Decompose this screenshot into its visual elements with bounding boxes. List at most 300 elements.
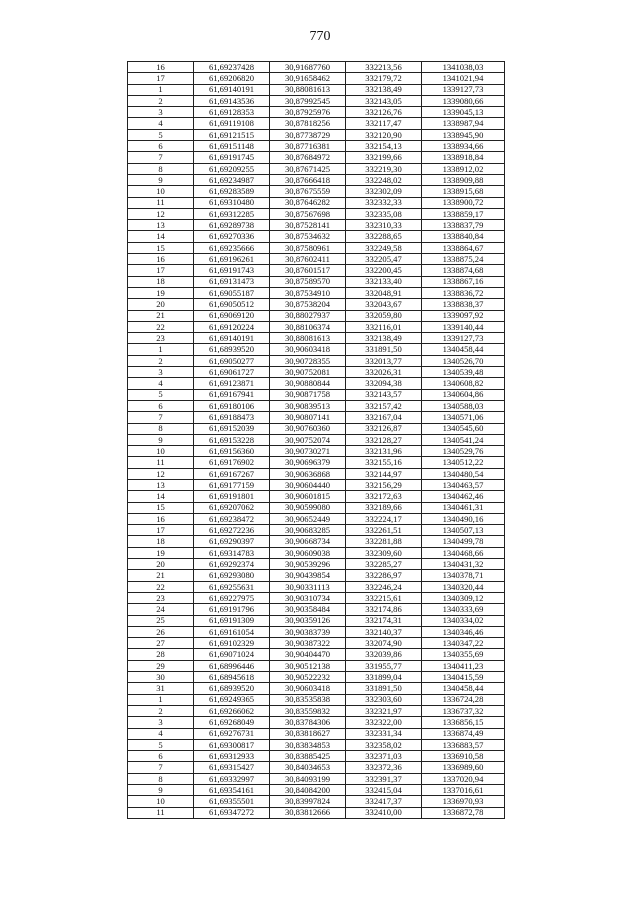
x-coordinate-cell: 332332,33: [346, 197, 422, 208]
latitude-cell: 61,69300817: [194, 739, 270, 750]
y-coordinate-cell: 1340355,69: [422, 649, 505, 660]
latitude-cell: 61,69120224: [194, 321, 270, 332]
y-coordinate-cell: 1340608,82: [422, 378, 505, 389]
x-coordinate-cell: 332321,97: [346, 705, 422, 716]
table-row: [128, 344, 505, 355]
table-row: [128, 231, 505, 242]
latitude-cell: 61,69119108: [194, 118, 270, 129]
point-number-cell: 11: [128, 807, 194, 818]
longitude-cell: 30,88027937: [270, 310, 346, 321]
y-coordinate-cell: 1338874,68: [422, 265, 505, 276]
table-row: [128, 321, 505, 332]
latitude-cell: 61,69290397: [194, 536, 270, 547]
table-row: [128, 423, 505, 434]
longitude-cell: 30,83812666: [270, 807, 346, 818]
point-number-cell: 9: [128, 434, 194, 445]
point-number-cell: 19: [128, 547, 194, 558]
x-coordinate-cell: 332143,57: [346, 389, 422, 400]
latitude-cell: 61,69128353: [194, 107, 270, 118]
table-row: [128, 525, 505, 536]
y-coordinate-cell: 1338945,90: [422, 129, 505, 140]
x-coordinate-cell: 332391,37: [346, 773, 422, 784]
x-coordinate-cell: 332140,37: [346, 626, 422, 637]
x-coordinate-cell: 332039,86: [346, 649, 422, 660]
latitude-cell: 61,69209255: [194, 163, 270, 174]
x-coordinate-cell: 332331,34: [346, 728, 422, 739]
longitude-cell: 30,90652449: [270, 513, 346, 524]
latitude-cell: 61,69227975: [194, 592, 270, 603]
x-coordinate-cell: 332219,30: [346, 163, 422, 174]
y-coordinate-cell: 1340468,66: [422, 547, 505, 558]
table-row: [128, 502, 505, 513]
point-number-cell: 2: [128, 95, 194, 106]
table-row: [128, 491, 505, 502]
table-row: [128, 310, 505, 321]
longitude-cell: 30,90683285: [270, 525, 346, 536]
longitude-cell: 30,90603418: [270, 344, 346, 355]
latitude-cell: 61,69191796: [194, 604, 270, 615]
latitude-cell: 61,69266062: [194, 705, 270, 716]
point-number-cell: 1: [128, 84, 194, 95]
latitude-cell: 61,69191745: [194, 152, 270, 163]
x-coordinate-cell: 332309,60: [346, 547, 422, 558]
table-row: [128, 174, 505, 185]
longitude-cell: 30,90358484: [270, 604, 346, 615]
x-coordinate-cell: 331891,50: [346, 344, 422, 355]
longitude-cell: 30,87925976: [270, 107, 346, 118]
x-coordinate-cell: 332174,86: [346, 604, 422, 615]
x-coordinate-cell: 332048,91: [346, 287, 422, 298]
table-row: [128, 446, 505, 457]
longitude-cell: 30,87646282: [270, 197, 346, 208]
point-number-cell: 30: [128, 672, 194, 683]
y-coordinate-cell: 1338840,84: [422, 231, 505, 242]
y-coordinate-cell: 1340411,23: [422, 660, 505, 671]
x-coordinate-cell: 332288,65: [346, 231, 422, 242]
longitude-cell: 30,87675559: [270, 186, 346, 197]
table-row: [128, 355, 505, 366]
point-number-cell: 17: [128, 525, 194, 536]
longitude-cell: 30,90404470: [270, 649, 346, 660]
latitude-cell: 61,69270336: [194, 231, 270, 242]
x-coordinate-cell: 332116,01: [346, 321, 422, 332]
point-number-cell: 5: [128, 129, 194, 140]
longitude-cell: 30,87538204: [270, 299, 346, 310]
longitude-cell: 30,88081613: [270, 333, 346, 344]
table-row: [128, 559, 505, 570]
x-coordinate-cell: 332059,80: [346, 310, 422, 321]
longitude-cell: 30,87684972: [270, 152, 346, 163]
longitude-cell: 30,90760360: [270, 423, 346, 434]
y-coordinate-cell: 1340333,69: [422, 604, 505, 615]
table-row: [128, 581, 505, 592]
longitude-cell: 30,83559832: [270, 705, 346, 716]
x-coordinate-cell: 331955,77: [346, 660, 422, 671]
table-row: [128, 333, 505, 344]
longitude-cell: 30,90539296: [270, 559, 346, 570]
y-coordinate-cell: 1338864,67: [422, 242, 505, 253]
point-number-cell: 6: [128, 751, 194, 762]
longitude-cell: 30,84034653: [270, 762, 346, 773]
point-number-cell: 9: [128, 174, 194, 185]
table-row: [128, 536, 505, 547]
point-number-cell: 16: [128, 62, 194, 73]
point-number-cell: 15: [128, 242, 194, 253]
point-number-cell: 7: [128, 412, 194, 423]
table-row: [128, 367, 505, 378]
y-coordinate-cell: 1340512,22: [422, 457, 505, 468]
longitude-cell: 30,87818256: [270, 118, 346, 129]
x-coordinate-cell: 332215,61: [346, 592, 422, 603]
y-coordinate-cell: 1338836,72: [422, 287, 505, 298]
y-coordinate-cell: 1336856,15: [422, 717, 505, 728]
y-coordinate-cell: 1340431,32: [422, 559, 505, 570]
table-row: [128, 739, 505, 750]
point-number-cell: 8: [128, 423, 194, 434]
longitude-cell: 30,90752081: [270, 367, 346, 378]
y-coordinate-cell: 1338934,66: [422, 141, 505, 152]
longitude-cell: 30,87589570: [270, 276, 346, 287]
x-coordinate-cell: 332156,29: [346, 479, 422, 490]
longitude-cell: 30,90609038: [270, 547, 346, 558]
latitude-cell: 61,69206820: [194, 73, 270, 84]
x-coordinate-cell: 332302,09: [346, 186, 422, 197]
point-number-cell: 21: [128, 570, 194, 581]
y-coordinate-cell: 1340490,16: [422, 513, 505, 524]
y-coordinate-cell: 1340480,54: [422, 468, 505, 479]
x-coordinate-cell: 332131,96: [346, 446, 422, 457]
y-coordinate-cell: 1337016,61: [422, 785, 505, 796]
latitude-cell: 61,69235666: [194, 242, 270, 253]
longitude-cell: 30,90668734: [270, 536, 346, 547]
latitude-cell: 61,69102329: [194, 638, 270, 649]
point-number-cell: 10: [128, 446, 194, 457]
y-coordinate-cell: 1340378,71: [422, 570, 505, 581]
table-row: [128, 141, 505, 152]
x-coordinate-cell: 332138,49: [346, 84, 422, 95]
table-row: [128, 107, 505, 118]
longitude-cell: 30,87601517: [270, 265, 346, 276]
latitude-cell: 61,69176902: [194, 457, 270, 468]
y-coordinate-cell: 1339127,73: [422, 84, 505, 95]
latitude-cell: 61,69276731: [194, 728, 270, 739]
longitude-cell: 30,83834853: [270, 739, 346, 750]
x-coordinate-cell: 332179,72: [346, 73, 422, 84]
point-number-cell: 10: [128, 796, 194, 807]
table-row: [128, 186, 505, 197]
x-coordinate-cell: 332155,16: [346, 457, 422, 468]
point-number-cell: 22: [128, 321, 194, 332]
longitude-cell: 30,90359126: [270, 615, 346, 626]
longitude-cell: 30,90696379: [270, 457, 346, 468]
latitude-cell: 61,69180106: [194, 400, 270, 411]
latitude-cell: 61,69131473: [194, 276, 270, 287]
latitude-cell: 61,69121515: [194, 129, 270, 140]
latitude-cell: 61,69255631: [194, 581, 270, 592]
point-number-cell: 2: [128, 355, 194, 366]
x-coordinate-cell: 332410,00: [346, 807, 422, 818]
x-coordinate-cell: 332126,76: [346, 107, 422, 118]
latitude-cell: 61,69167267: [194, 468, 270, 479]
x-coordinate-cell: 332246,24: [346, 581, 422, 592]
table-row: [128, 287, 505, 298]
latitude-cell: 61,69055187: [194, 287, 270, 298]
table-row: [128, 73, 505, 84]
longitude-cell: 30,90880844: [270, 378, 346, 389]
point-number-cell: 9: [128, 785, 194, 796]
table-row: [128, 129, 505, 140]
x-coordinate-cell: 332199,66: [346, 152, 422, 163]
table-row: [128, 649, 505, 660]
y-coordinate-cell: 1340458,44: [422, 683, 505, 694]
y-coordinate-cell: 1340309,12: [422, 592, 505, 603]
point-number-cell: 10: [128, 186, 194, 197]
y-coordinate-cell: 1339045,13: [422, 107, 505, 118]
point-number-cell: 1: [128, 344, 194, 355]
longitude-cell: 30,90599080: [270, 502, 346, 513]
x-coordinate-cell: 332128,27: [346, 434, 422, 445]
table-row: [128, 254, 505, 265]
latitude-cell: 61,69153228: [194, 434, 270, 445]
y-coordinate-cell: 1340334,02: [422, 615, 505, 626]
table-row: [128, 773, 505, 784]
y-coordinate-cell: 1338838,37: [422, 299, 505, 310]
point-number-cell: 6: [128, 400, 194, 411]
longitude-cell: 30,90636868: [270, 468, 346, 479]
latitude-cell: 61,69314783: [194, 547, 270, 558]
longitude-cell: 30,84093199: [270, 773, 346, 784]
point-number-cell: 28: [128, 649, 194, 660]
latitude-cell: 61,69289738: [194, 220, 270, 231]
table-row: [128, 604, 505, 615]
latitude-cell: 61,69292374: [194, 559, 270, 570]
x-coordinate-cell: 332261,51: [346, 525, 422, 536]
longitude-cell: 30,83885425: [270, 751, 346, 762]
x-coordinate-cell: 331891,50: [346, 683, 422, 694]
longitude-cell: 30,90310734: [270, 592, 346, 603]
latitude-cell: 61,69061727: [194, 367, 270, 378]
x-coordinate-cell: 332154,13: [346, 141, 422, 152]
point-number-cell: 1: [128, 694, 194, 705]
point-number-cell: 13: [128, 479, 194, 490]
point-number-cell: 3: [128, 367, 194, 378]
longitude-cell: 30,90383739: [270, 626, 346, 637]
longitude-cell: 30,91687760: [270, 62, 346, 73]
longitude-cell: 30,87528141: [270, 220, 346, 231]
y-coordinate-cell: 1340499,78: [422, 536, 505, 547]
x-coordinate-cell: 332043,67: [346, 299, 422, 310]
longitude-cell: 30,90512138: [270, 660, 346, 671]
latitude-cell: 61,69071024: [194, 649, 270, 660]
y-coordinate-cell: 1340415,59: [422, 672, 505, 683]
latitude-cell: 61,69272236: [194, 525, 270, 536]
table-row: [128, 672, 505, 683]
point-number-cell: 20: [128, 299, 194, 310]
latitude-cell: 61,69237428: [194, 62, 270, 73]
point-number-cell: 13: [128, 220, 194, 231]
y-coordinate-cell: 1338909,88: [422, 174, 505, 185]
y-coordinate-cell: 1336883,57: [422, 739, 505, 750]
x-coordinate-cell: 332126,87: [346, 423, 422, 434]
table-row: [128, 197, 505, 208]
latitude-cell: 61,69152039: [194, 423, 270, 434]
point-number-cell: 12: [128, 208, 194, 219]
table-row: [128, 400, 505, 411]
latitude-cell: 61,69188473: [194, 412, 270, 423]
point-number-cell: 6: [128, 141, 194, 152]
latitude-cell: 61,69312285: [194, 208, 270, 219]
point-number-cell: 2: [128, 705, 194, 716]
latitude-cell: 61,69234987: [194, 174, 270, 185]
table-row: [128, 479, 505, 490]
latitude-cell: 61,69050277: [194, 355, 270, 366]
latitude-cell: 61,69347272: [194, 807, 270, 818]
point-number-cell: 11: [128, 197, 194, 208]
point-number-cell: 21: [128, 310, 194, 321]
point-number-cell: 23: [128, 333, 194, 344]
table-row: [128, 265, 505, 276]
table-row: [128, 660, 505, 671]
longitude-cell: 30,87738729: [270, 129, 346, 140]
latitude-cell: 61,69140191: [194, 84, 270, 95]
y-coordinate-cell: 1340571,06: [422, 412, 505, 423]
longitude-cell: 30,90387322: [270, 638, 346, 649]
longitude-cell: 30,88081613: [270, 84, 346, 95]
latitude-cell: 61,68939520: [194, 344, 270, 355]
x-coordinate-cell: 332224,17: [346, 513, 422, 524]
y-coordinate-cell: 1338837,79: [422, 220, 505, 231]
longitude-cell: 30,90752074: [270, 434, 346, 445]
x-coordinate-cell: 332174,31: [346, 615, 422, 626]
table-row: [128, 717, 505, 728]
x-coordinate-cell: 332415,04: [346, 785, 422, 796]
y-coordinate-cell: 1338912,02: [422, 163, 505, 174]
table-row: [128, 592, 505, 603]
point-number-cell: 3: [128, 717, 194, 728]
point-number-cell: 4: [128, 118, 194, 129]
table-row: [128, 276, 505, 287]
table-row: [128, 468, 505, 479]
latitude-cell: 61,69332997: [194, 773, 270, 784]
x-coordinate-cell: 332143,05: [346, 95, 422, 106]
x-coordinate-cell: 332189,66: [346, 502, 422, 513]
latitude-cell: 61,68945618: [194, 672, 270, 683]
x-coordinate-cell: 332138,49: [346, 333, 422, 344]
table-row: [128, 118, 505, 129]
point-number-cell: 14: [128, 231, 194, 242]
x-coordinate-cell: 332157,42: [346, 400, 422, 411]
y-coordinate-cell: 1338900,72: [422, 197, 505, 208]
table-row: [128, 412, 505, 423]
y-coordinate-cell: 1340461,31: [422, 502, 505, 513]
x-coordinate-cell: 332303,60: [346, 694, 422, 705]
y-coordinate-cell: 1338867,16: [422, 276, 505, 287]
point-number-cell: 4: [128, 378, 194, 389]
latitude-cell: 61,69355501: [194, 796, 270, 807]
y-coordinate-cell: 1338918,84: [422, 152, 505, 163]
longitude-cell: 30,90871758: [270, 389, 346, 400]
x-coordinate-cell: 332026,31: [346, 367, 422, 378]
longitude-cell: 30,87992545: [270, 95, 346, 106]
y-coordinate-cell: 1340346,46: [422, 626, 505, 637]
longitude-cell: 30,87567698: [270, 208, 346, 219]
point-number-cell: 25: [128, 615, 194, 626]
table-row: [128, 434, 505, 445]
coordinates-table-body: [128, 62, 505, 819]
x-coordinate-cell: 332167,04: [346, 412, 422, 423]
longitude-cell: 30,90603418: [270, 683, 346, 694]
longitude-cell: 30,90839513: [270, 400, 346, 411]
x-coordinate-cell: 332249,58: [346, 242, 422, 253]
y-coordinate-cell: 1340539,48: [422, 367, 505, 378]
x-coordinate-cell: 332417,37: [346, 796, 422, 807]
latitude-cell: 61,69354161: [194, 785, 270, 796]
table-row: [128, 84, 505, 95]
longitude-cell: 30,90601815: [270, 491, 346, 502]
x-coordinate-cell: 332335,08: [346, 208, 422, 219]
latitude-cell: 61,69249365: [194, 694, 270, 705]
latitude-cell: 61,69293080: [194, 570, 270, 581]
table-row: [128, 638, 505, 649]
y-coordinate-cell: 1340526,70: [422, 355, 505, 366]
longitude-cell: 30,83784306: [270, 717, 346, 728]
point-number-cell: 16: [128, 254, 194, 265]
longitude-cell: 30,90730271: [270, 446, 346, 457]
y-coordinate-cell: 1339127,73: [422, 333, 505, 344]
y-coordinate-cell: 1340320,44: [422, 581, 505, 592]
point-number-cell: 8: [128, 773, 194, 784]
x-coordinate-cell: 332248,02: [346, 174, 422, 185]
y-coordinate-cell: 1340529,76: [422, 446, 505, 457]
latitude-cell: 61,69123871: [194, 378, 270, 389]
y-coordinate-cell: 1341038,03: [422, 62, 505, 73]
longitude-cell: 30,87602411: [270, 254, 346, 265]
table-row: [128, 62, 505, 73]
longitude-cell: 30,90807141: [270, 412, 346, 423]
y-coordinate-cell: 1339080,66: [422, 95, 505, 106]
table-row: [128, 389, 505, 400]
point-number-cell: 18: [128, 276, 194, 287]
y-coordinate-cell: 1336989,60: [422, 762, 505, 773]
latitude-cell: 61,69140191: [194, 333, 270, 344]
x-coordinate-cell: 332117,47: [346, 118, 422, 129]
table-row: [128, 220, 505, 231]
point-number-cell: 26: [128, 626, 194, 637]
point-number-cell: 17: [128, 265, 194, 276]
y-coordinate-cell: 1336910,58: [422, 751, 505, 762]
latitude-cell: 61,69177159: [194, 479, 270, 490]
x-coordinate-cell: 331899,04: [346, 672, 422, 683]
table-row: [128, 163, 505, 174]
y-coordinate-cell: 1338915,68: [422, 186, 505, 197]
x-coordinate-cell: 332094,38: [346, 378, 422, 389]
table-row: [128, 242, 505, 253]
x-coordinate-cell: 332120,90: [346, 129, 422, 140]
point-number-cell: 7: [128, 762, 194, 773]
table-row: [128, 751, 505, 762]
longitude-cell: 30,90331113: [270, 581, 346, 592]
x-coordinate-cell: 332205,47: [346, 254, 422, 265]
latitude-cell: 61,69207062: [194, 502, 270, 513]
longitude-cell: 30,87671425: [270, 163, 346, 174]
x-coordinate-cell: 332172,63: [346, 491, 422, 502]
table-row: [128, 728, 505, 739]
y-coordinate-cell: 1340462,46: [422, 491, 505, 502]
y-coordinate-cell: 1339097,92: [422, 310, 505, 321]
x-coordinate-cell: 332371,03: [346, 751, 422, 762]
latitude-cell: 61,68996446: [194, 660, 270, 671]
x-coordinate-cell: 332310,33: [346, 220, 422, 231]
